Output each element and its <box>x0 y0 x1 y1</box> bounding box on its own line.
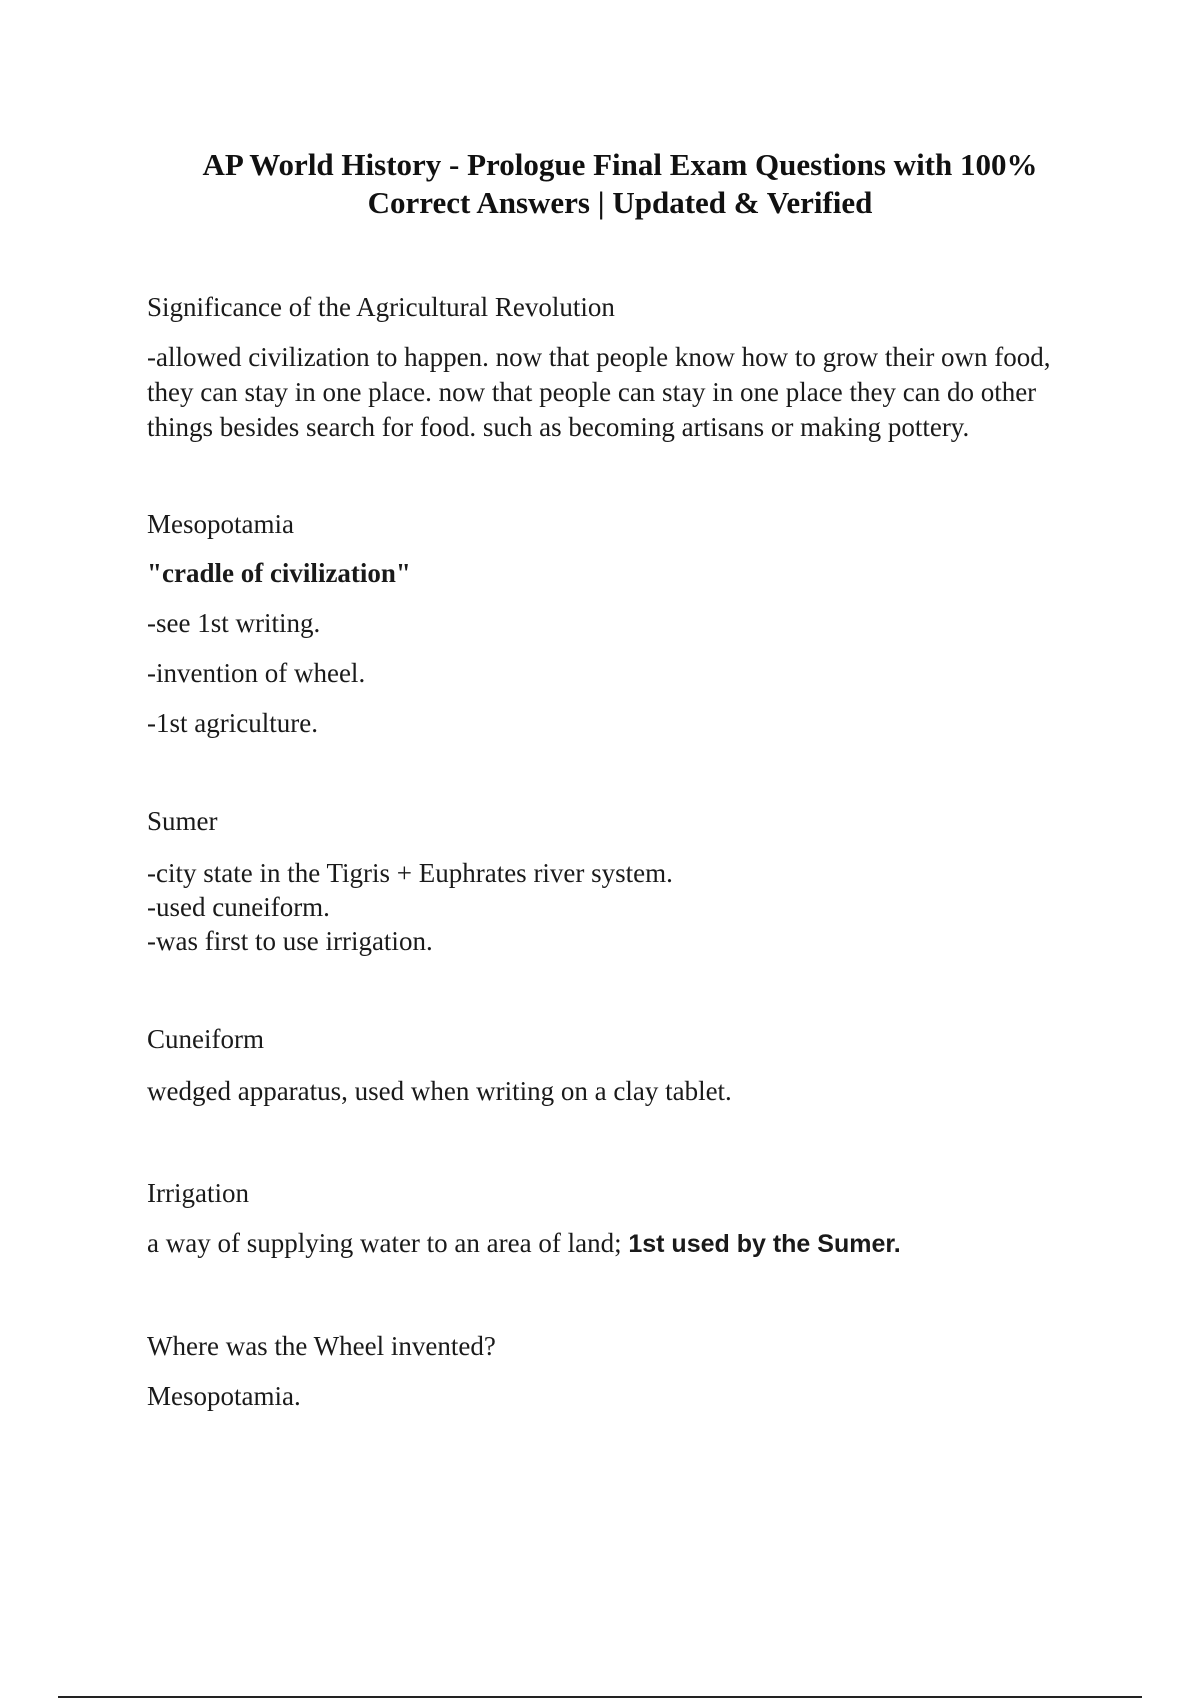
definition-emphasis: 1st used by the Sumer. <box>628 1230 901 1258</box>
title-line-2: Correct Answers | Updated & Verified <box>367 185 873 220</box>
term: Cuneiform <box>147 1024 264 1054</box>
definition-line: -1st agriculture. <box>147 708 318 738</box>
flashcard-wheel-invented <box>147 1329 1087 1413</box>
definition-line: -see 1st writing. <box>147 608 321 638</box>
entry-spacer <box>147 445 1087 507</box>
definition-line: "cradle of civilization" <box>147 558 411 588</box>
definition: wedged apparatus, used when writing on a clay tablet. <box>147 1076 732 1106</box>
entry-spacer <box>147 958 1087 1022</box>
flashcard-list <box>147 290 1087 1413</box>
flashcard-cuneiform <box>147 1022 1087 1108</box>
footer-divider <box>58 1696 1142 1698</box>
definition-line: -city state in the Tigris + Euphrates river system. <box>147 858 673 888</box>
definition: -allowed civilization to happen. now that people know how to grow their own food, they can stay in one place. now that people can stay in one place they can do other things besides search for food. such as becoming artisans or making pottery. <box>147 342 1051 442</box>
definition-text: a way of supplying water to an area of land; <box>147 1228 629 1258</box>
term: Mesopotamia <box>147 509 294 539</box>
definition-line: -used cuneiform. <box>147 892 330 922</box>
flashcard-sumer <box>147 804 1087 958</box>
entry-spacer <box>147 1261 1087 1329</box>
flashcard-mesopotamia <box>147 507 1087 740</box>
definition-line: -invention of wheel. <box>147 658 366 688</box>
entry-spacer <box>147 740 1087 804</box>
definition-line: -was first to use irrigation. <box>147 926 433 956</box>
flashcard-irrigation <box>147 1176 1087 1261</box>
entry-spacer <box>147 1108 1087 1176</box>
definition <box>147 1226 1087 1261</box>
term: Irrigation <box>147 1178 249 1208</box>
title-line-1: AP World History - Prologue Final Exam Questions with 100% <box>202 147 1038 182</box>
document-title <box>140 146 1100 222</box>
flashcard-agricultural-revolution <box>147 290 1087 445</box>
definition: Mesopotamia. <box>147 1381 301 1411</box>
term: Significance of the Agricultural Revolution <box>147 292 615 322</box>
term: Where was the Wheel invented? <box>147 1331 496 1361</box>
term: Sumer <box>147 806 218 836</box>
